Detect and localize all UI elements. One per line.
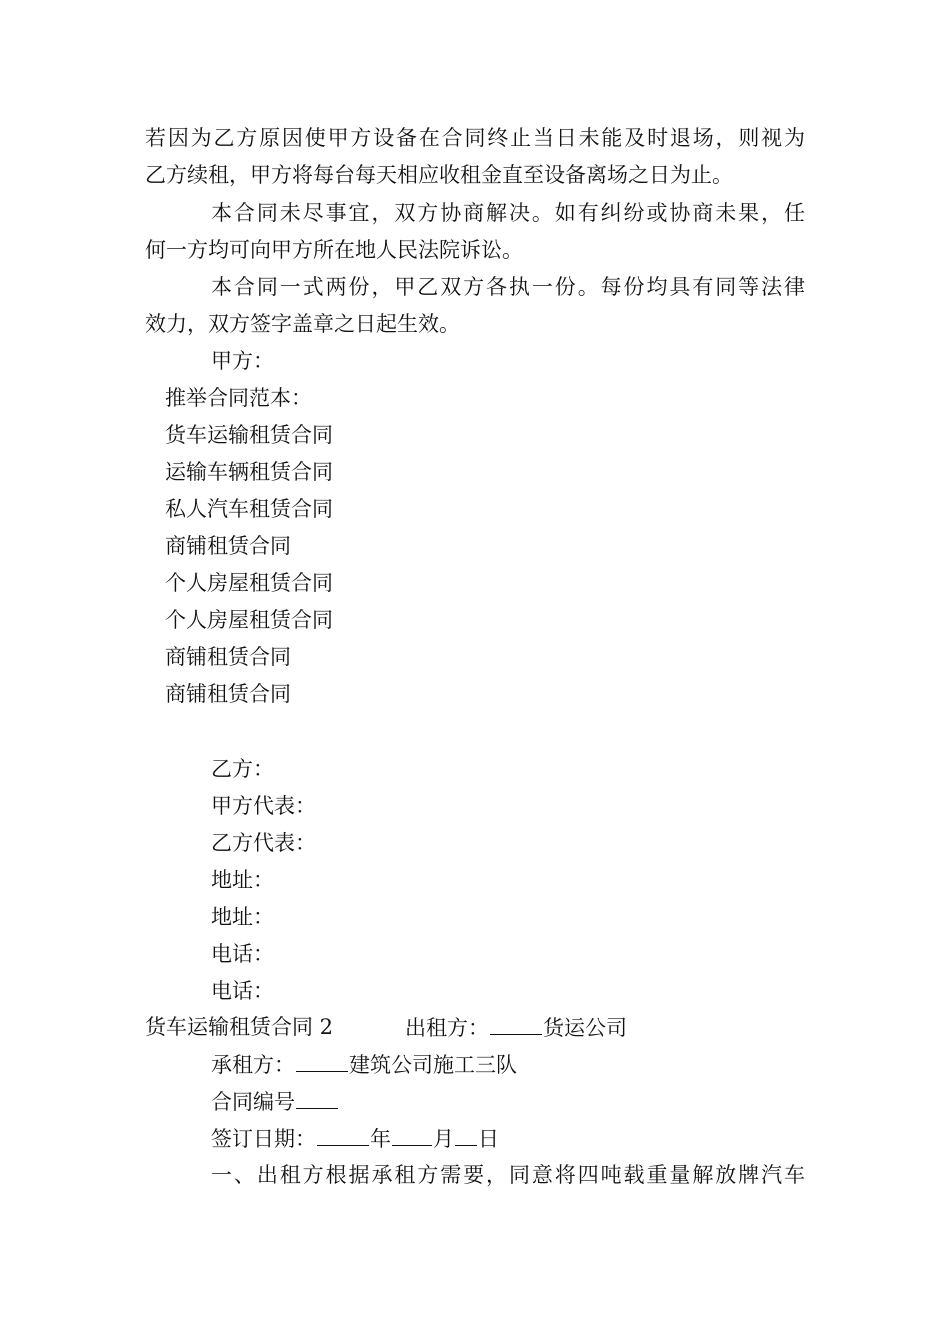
recommend-link[interactable]: 商铺租赁合同 <box>165 534 291 558</box>
phone-label: 电话： <box>211 979 274 1003</box>
recommend-link[interactable]: 运输车辆租赁合同 <box>165 460 333 484</box>
lessor-name: 货运公司 <box>543 1016 627 1040</box>
lessee-name: 建筑公司施工三队 <box>349 1053 517 1077</box>
recommend-link[interactable]: 商铺租赁合同 <box>165 682 291 706</box>
year-label: 年 <box>370 1127 391 1151</box>
recommend-link[interactable]: 货车运输租赁合同 <box>165 423 333 447</box>
contract-title: 货车运输租赁合同 2 <box>145 1015 334 1039</box>
rep-a-label: 甲方代表： <box>211 794 316 818</box>
lessor-label: 出租方： <box>405 1016 489 1040</box>
recommend-link[interactable]: 个人房屋租赁合同 <box>165 571 333 595</box>
blank-underline <box>317 1125 369 1146</box>
lessee-line <box>211 1051 517 1078</box>
lessee-label: 承租方： <box>211 1053 295 1077</box>
lessor-line <box>405 1014 627 1041</box>
blank-underline <box>490 1014 542 1035</box>
clause-line: 一、出租方根据承租方需要，同意将四吨载重量解放牌汽车 <box>211 1163 805 1187</box>
recommend-link[interactable]: 商铺租赁合同 <box>165 645 291 669</box>
paragraph-line: 本合同一式两份，甲乙双方各执一份。每份均具有同等法律 <box>211 275 805 299</box>
blank-underline <box>455 1125 477 1146</box>
recommend-heading: 推举合同范本： <box>165 386 312 410</box>
paragraph-line: 何一方均可向甲方所在地人民法院诉讼。 <box>145 238 523 262</box>
recommend-link[interactable]: 个人房屋租赁合同 <box>165 608 333 632</box>
recommend-link[interactable]: 私人汽车租赁合同 <box>165 497 333 521</box>
address-label: 地址： <box>211 868 274 892</box>
blank-underline <box>296 1051 348 1072</box>
party-a-label: 甲方： <box>211 349 274 373</box>
sign-date-label: 签订日期： <box>211 1127 316 1151</box>
month-label: 月 <box>433 1127 454 1151</box>
phone-label: 电话： <box>211 942 274 966</box>
contract-number-label: 合同编号 <box>211 1090 295 1114</box>
party-b-label: 乙方： <box>211 757 274 781</box>
paragraph-line: 乙方续租，甲方将每台每天相应收租金直至设备离场之日为止。 <box>145 163 733 187</box>
blank-underline <box>392 1125 432 1146</box>
paragraph-line: 本合同未尽事宜，双方协商解决。如有纠纷或协商未果，任 <box>211 201 805 225</box>
blank-underline <box>296 1088 338 1109</box>
paragraph-line: 若因为乙方原因使甲方设备在合同终止当日未能及时退场，则视为 <box>145 126 805 150</box>
contract-number-line <box>211 1088 339 1115</box>
day-label: 日 <box>478 1127 499 1151</box>
rep-b-label: 乙方代表： <box>211 831 316 855</box>
sign-date-line <box>211 1125 499 1152</box>
paragraph-line: 效力，双方签字盖章之日起生效。 <box>145 312 460 336</box>
address-label: 地址： <box>211 905 274 929</box>
